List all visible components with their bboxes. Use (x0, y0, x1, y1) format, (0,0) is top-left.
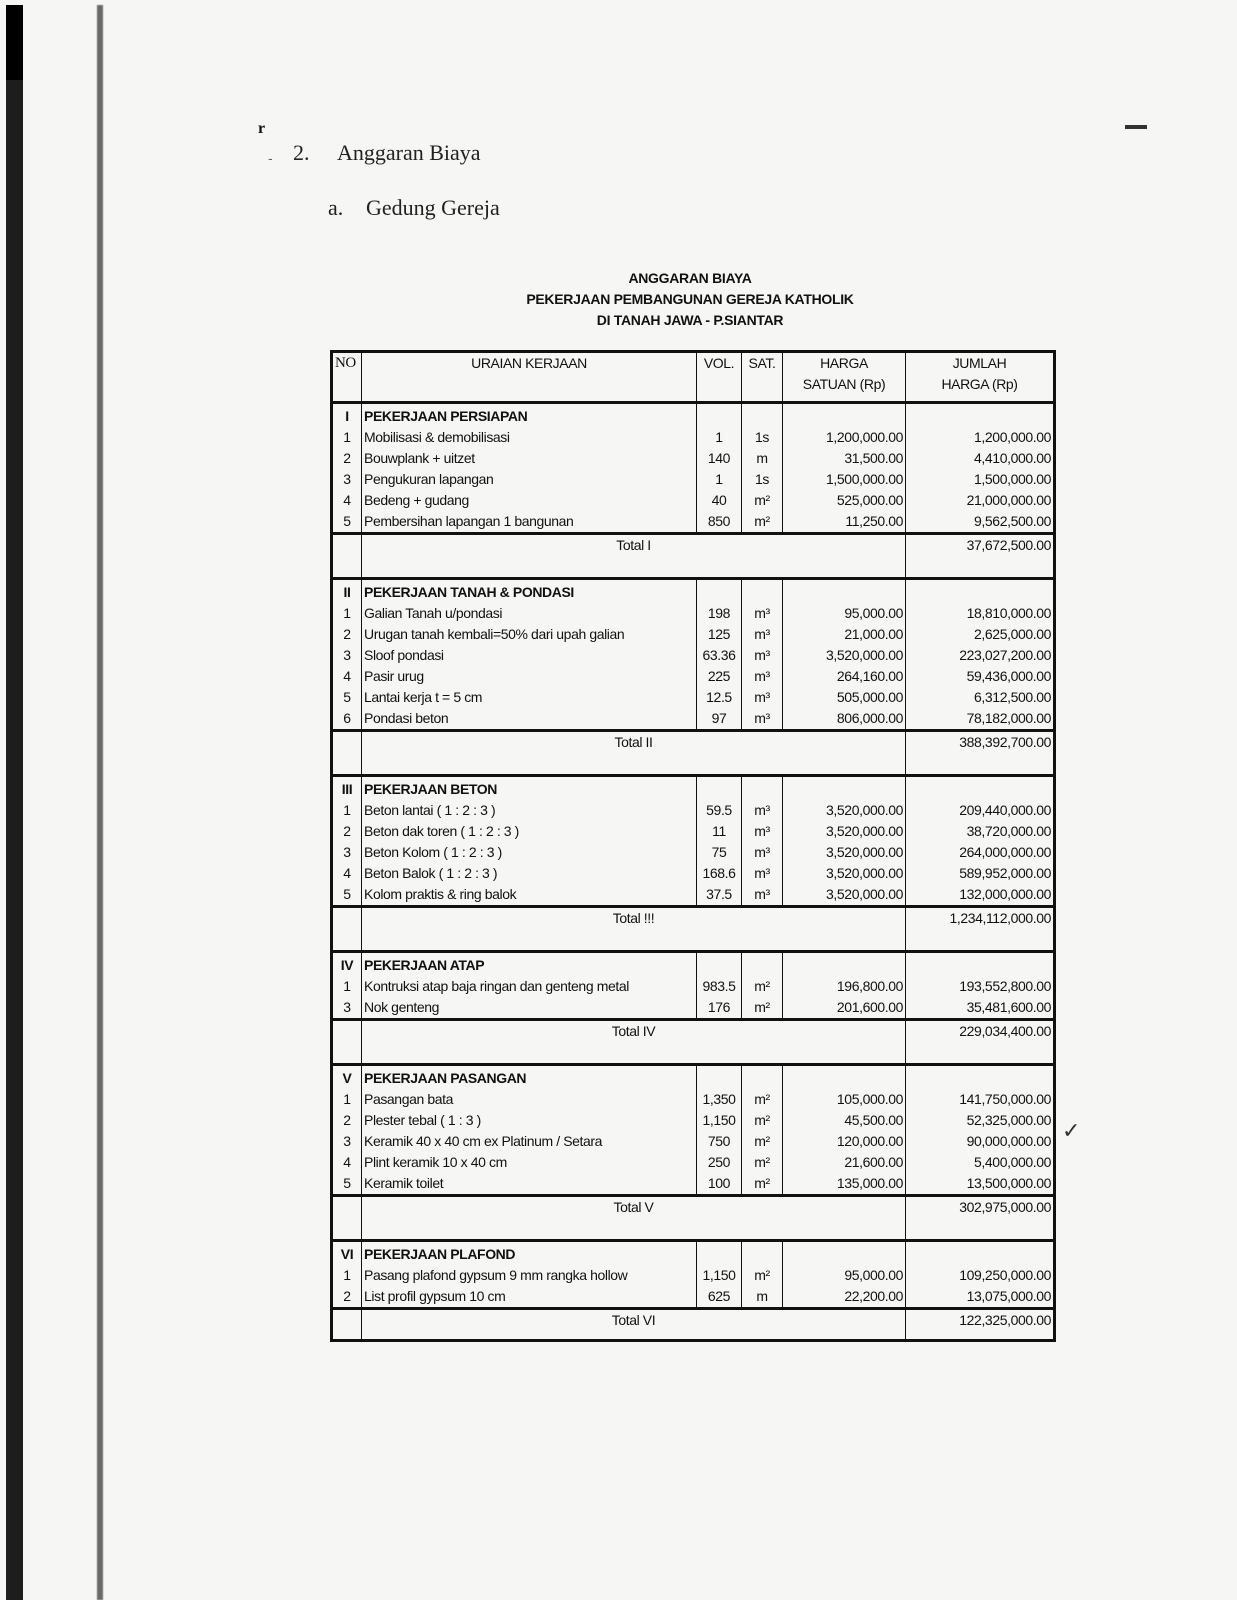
item-unit: m³ (742, 842, 783, 863)
item-volume: 97 (697, 708, 742, 731)
section-title: Anggaran Biaya (337, 140, 481, 165)
item-total-price: 209,440,000.00 (906, 800, 1055, 821)
item-unit: m³ (742, 708, 783, 731)
table-title-line: DI TANAH JAWA - P.SIANTAR (596, 312, 784, 328)
item-description: Pasang plafond gypsum 9 mm rangka hollow (362, 1265, 697, 1286)
empty-cell (332, 753, 362, 776)
item-unit: m² (742, 1265, 783, 1286)
empty-cell (332, 731, 362, 754)
item-number: 4 (343, 668, 351, 684)
section-title: PEKERJAAN PASANGAN (362, 1065, 697, 1090)
empty-cell (697, 1065, 742, 1090)
col-header-total-line1: JUMLAH (952, 355, 1007, 371)
empty-cell (332, 1020, 362, 1043)
item-number: 5 (343, 513, 351, 529)
item-number: 5 (343, 886, 351, 902)
item-unit-price: 11,250.00 (783, 511, 906, 534)
item-volume: 63.36 (697, 645, 742, 666)
item-total-price: 193,552,800.00 (906, 976, 1055, 997)
item-unit: 1s (742, 427, 783, 448)
table-row (332, 624, 1055, 645)
item-total-price: 13,500,000.00 (906, 1173, 1055, 1196)
section-total-value: 302,975,000.00 (906, 1196, 1055, 1219)
section-total-row (332, 1309, 1055, 1332)
empty-cell (906, 776, 1055, 801)
section-total-row (332, 1020, 1055, 1043)
item-unit: m² (742, 1152, 783, 1173)
item-number: 3 (343, 647, 351, 663)
table-row (332, 1173, 1055, 1196)
empty-cell (906, 1042, 1055, 1065)
empty-cell (362, 753, 906, 776)
table-row (332, 645, 1055, 666)
section-spacer-row (332, 753, 1055, 776)
item-volume: 1 (697, 427, 742, 448)
item-unit-price: 21,000.00 (783, 624, 906, 645)
scan-binder-edge (6, 5, 23, 1600)
item-unit-price: 21,600.00 (783, 1152, 906, 1173)
item-volume: 198 (697, 603, 742, 624)
item-unit-price: 3,520,000.00 (783, 884, 906, 907)
item-total-price: 90,000,000.00 (906, 1131, 1055, 1152)
section-title: PEKERJAAN PLAFOND (362, 1241, 697, 1266)
margin-dash-mark (1125, 125, 1147, 129)
item-unit: m² (742, 1173, 783, 1196)
item-unit: m³ (742, 624, 783, 645)
item-total-price: 21,000,000.00 (906, 490, 1055, 511)
item-description: Lantai kerja t = 5 cm (362, 687, 697, 708)
section-number: II (343, 584, 351, 600)
item-unit-price: 201,600.00 (783, 997, 906, 1020)
item-number: 1 (343, 605, 351, 621)
item-unit: m² (742, 511, 783, 534)
empty-cell (697, 579, 742, 604)
item-total-price: 52,325,000.00 (906, 1110, 1055, 1131)
section-spacer-row (332, 556, 1055, 579)
item-total-price: 1,500,000.00 (906, 469, 1055, 490)
empty-cell (783, 776, 906, 801)
item-unit: m² (742, 997, 783, 1020)
item-unit-price: 806,000.00 (783, 708, 906, 731)
subsection-letter: a. (328, 195, 344, 220)
item-unit: m³ (742, 603, 783, 624)
section-number: 2. (293, 140, 310, 165)
table-row (332, 842, 1055, 863)
table-title-line: PEKERJAAN PEMBANGUNAN GEREJA KATHOLIK (526, 291, 854, 307)
empty-cell (742, 1241, 783, 1266)
section-total-value: 37,672,500.00 (906, 534, 1055, 557)
item-number: 2 (343, 1112, 351, 1128)
section-header-row (332, 1065, 1055, 1090)
item-description: Galian Tanah u/pondasi (362, 603, 697, 624)
section-number: V (342, 1070, 352, 1086)
col-header-sat: SAT. (742, 352, 783, 403)
table-row (332, 1265, 1055, 1286)
section-header-row (332, 776, 1055, 801)
section-total-row (332, 1196, 1055, 1219)
item-unit: m (742, 448, 783, 469)
table-row (332, 976, 1055, 997)
col-header-price-line1: HARGA (820, 355, 868, 371)
item-number: 1 (343, 802, 351, 818)
empty-cell (783, 403, 906, 428)
item-unit-price: 95,000.00 (783, 603, 906, 624)
item-total-price: 1,200,000.00 (906, 427, 1055, 448)
empty-cell (742, 776, 783, 801)
item-number: 5 (343, 1175, 351, 1191)
table-title (480, 268, 900, 331)
item-number: 1 (343, 1091, 351, 1107)
item-unit-price: 45,500.00 (783, 1110, 906, 1131)
item-description: Pasir urug (362, 666, 697, 687)
table-row (332, 997, 1055, 1020)
item-total-price: 589,952,000.00 (906, 863, 1055, 884)
section-total-label: Total IV (362, 1020, 906, 1043)
item-unit-price: 3,520,000.00 (783, 842, 906, 863)
item-total-price: 78,182,000.00 (906, 708, 1055, 731)
empty-cell (332, 1309, 362, 1332)
empty-cell (783, 952, 906, 977)
empty-cell (742, 1065, 783, 1090)
item-unit: m³ (742, 687, 783, 708)
empty-cell (783, 1241, 906, 1266)
item-description: Mobilisasi & demobilisasi (362, 427, 697, 448)
empty-cell (906, 1241, 1055, 1266)
item-description: Kontruksi atap baja ringan dan genteng metal (362, 976, 697, 997)
item-unit-price: 95,000.00 (783, 1265, 906, 1286)
item-description: Bouwplank + uitzet (362, 448, 697, 469)
table-row (332, 1110, 1055, 1131)
item-unit: m³ (742, 821, 783, 842)
empty-cell (332, 1218, 362, 1241)
item-unit-price: 525,000.00 (783, 490, 906, 511)
item-unit-price: 505,000.00 (783, 687, 906, 708)
section-spacer-row (332, 1331, 1055, 1341)
item-number: 1 (343, 429, 351, 445)
margin-minus-mark: - (268, 150, 273, 166)
item-description: Plester tebal ( 1 : 3 ) (362, 1110, 697, 1131)
item-unit: m² (742, 1110, 783, 1131)
table-row (332, 1152, 1055, 1173)
item-unit: m² (742, 490, 783, 511)
item-volume: 1 (697, 469, 742, 490)
item-total-price: 35,481,600.00 (906, 997, 1055, 1020)
section-total-value: 122,325,000.00 (906, 1309, 1055, 1332)
empty-cell (783, 1065, 906, 1090)
section-total-row (332, 731, 1055, 754)
item-volume: 225 (697, 666, 742, 687)
item-volume: 75 (697, 842, 742, 863)
item-number: 3 (343, 1133, 351, 1149)
check-mark-icon: ✓ (1062, 1118, 1081, 1143)
item-unit-price: 120,000.00 (783, 1131, 906, 1152)
item-total-price: 6,312,500.00 (906, 687, 1055, 708)
table-row (332, 708, 1055, 731)
empty-cell (362, 1331, 906, 1341)
item-volume: 625 (697, 1286, 742, 1309)
empty-cell (906, 929, 1055, 952)
item-total-price: 264,000,000.00 (906, 842, 1055, 863)
item-unit-price: 3,520,000.00 (783, 821, 906, 842)
section-header-row (332, 403, 1055, 428)
section-number: IV (340, 957, 354, 973)
item-description: Beton Kolom ( 1 : 2 : 3 ) (362, 842, 697, 863)
item-description: List profil gypsum 10 cm (362, 1286, 697, 1309)
table-row (332, 863, 1055, 884)
item-unit-price: 135,000.00 (783, 1173, 906, 1196)
section-total-row (332, 907, 1055, 930)
item-number: 2 (343, 1288, 351, 1304)
item-number: 3 (343, 471, 351, 487)
col-header-price-line2: SATUAN (Rp) (802, 376, 886, 392)
item-number: 6 (343, 710, 351, 726)
item-unit: m³ (742, 884, 783, 907)
empty-cell (332, 1331, 362, 1341)
item-number: 1 (343, 978, 351, 994)
item-unit-price: 3,520,000.00 (783, 800, 906, 821)
section-total-label: Total I (362, 534, 906, 557)
section-total-label: Total VI (362, 1309, 906, 1332)
section-title: PEKERJAAN TANAH & PONDASI (362, 579, 697, 604)
empty-cell (906, 1065, 1055, 1090)
item-unit-price: 1,500,000.00 (783, 469, 906, 490)
empty-cell (332, 907, 362, 930)
item-unit-price: 264,160.00 (783, 666, 906, 687)
item-number: 3 (343, 844, 351, 860)
table-row (332, 687, 1055, 708)
item-unit-price: 1,200,000.00 (783, 427, 906, 448)
col-header-no: NO (332, 352, 362, 403)
section-total-value: 1,234,112,000.00 (906, 907, 1055, 930)
empty-cell (697, 1241, 742, 1266)
item-volume: 140 (697, 448, 742, 469)
item-unit: m² (742, 976, 783, 997)
margin-r-mark: r (258, 120, 266, 137)
item-total-price: 4,410,000.00 (906, 448, 1055, 469)
item-volume: 168.6 (697, 863, 742, 884)
empty-cell (906, 579, 1055, 604)
empty-cell (332, 556, 362, 579)
section-spacer-row (332, 1042, 1055, 1065)
section-total-label: Total II (362, 731, 906, 754)
item-total-price: 5,400,000.00 (906, 1152, 1055, 1173)
item-unit: m³ (742, 863, 783, 884)
item-number: 4 (343, 865, 351, 881)
item-number: 3 (343, 999, 351, 1015)
item-volume: 37.5 (697, 884, 742, 907)
empty-cell (906, 753, 1055, 776)
item-total-price: 2,625,000.00 (906, 624, 1055, 645)
item-unit-price: 3,520,000.00 (783, 863, 906, 884)
item-description: Plint keramik 10 x 40 cm (362, 1152, 697, 1173)
item-unit: m³ (742, 800, 783, 821)
empty-cell (332, 1042, 362, 1065)
item-volume: 125 (697, 624, 742, 645)
item-description: Urugan tanah kembali=50% dari upah galian (362, 624, 697, 645)
section-header-row (332, 1241, 1055, 1266)
col-header-total (906, 352, 1055, 403)
subsection-title: Gedung Gereja (366, 195, 500, 220)
table-row (332, 448, 1055, 469)
item-number: 5 (343, 689, 351, 705)
item-volume: 1,350 (697, 1089, 742, 1110)
empty-cell (906, 403, 1055, 428)
table-row (332, 603, 1055, 624)
empty-cell (906, 1218, 1055, 1241)
empty-cell (697, 403, 742, 428)
section-title: PEKERJAAN PERSIAPAN (362, 403, 697, 428)
empty-cell (697, 952, 742, 977)
item-total-price: 13,075,000.00 (906, 1286, 1055, 1309)
table-row (332, 1286, 1055, 1309)
section-total-value: 229,034,400.00 (906, 1020, 1055, 1043)
item-unit: m² (742, 1131, 783, 1152)
empty-cell (362, 556, 906, 579)
subsection-heading (328, 195, 500, 221)
item-unit-price: 3,520,000.00 (783, 645, 906, 666)
scan-fold-line (97, 5, 103, 1600)
section-header-row (332, 579, 1055, 604)
empty-cell (742, 403, 783, 428)
item-number: 4 (343, 1154, 351, 1170)
item-unit-price: 196,800.00 (783, 976, 906, 997)
table-title-line: ANGGARAN BIAYA (628, 270, 752, 286)
item-unit-price: 22,200.00 (783, 1286, 906, 1309)
item-unit-price: 105,000.00 (783, 1089, 906, 1110)
item-volume: 850 (697, 511, 742, 534)
item-description: Bedeng + gudang (362, 490, 697, 511)
item-unit: m³ (742, 645, 783, 666)
table-header-row (332, 352, 1055, 403)
empty-cell (332, 534, 362, 557)
section-title: PEKERJAAN ATAP (362, 952, 697, 977)
item-volume: 40 (697, 490, 742, 511)
col-header-total-line2: HARGA (Rp) (941, 376, 1018, 392)
col-header-vol: VOL. (697, 352, 742, 403)
item-volume: 11 (697, 821, 742, 842)
item-number: 2 (343, 626, 351, 642)
item-unit-price: 31,500.00 (783, 448, 906, 469)
item-number: 2 (343, 450, 351, 466)
item-total-price: 109,250,000.00 (906, 1265, 1055, 1286)
empty-cell (362, 1042, 906, 1065)
item-description: Keramik toilet (362, 1173, 697, 1196)
item-total-price: 132,000,000.00 (906, 884, 1055, 907)
col-header-desc: URAIAN KERJAAN (362, 352, 697, 403)
table-row (332, 666, 1055, 687)
item-volume: 100 (697, 1173, 742, 1196)
table-row (332, 511, 1055, 534)
table-row (332, 821, 1055, 842)
section-number: VI (340, 1246, 354, 1262)
table-row (332, 490, 1055, 511)
item-volume: 12.5 (697, 687, 742, 708)
empty-cell (332, 929, 362, 952)
section-total-label: Total V (362, 1196, 906, 1219)
item-unit: m (742, 1286, 783, 1309)
empty-cell (783, 579, 906, 604)
empty-cell (362, 929, 906, 952)
table-row (332, 884, 1055, 907)
item-description: Kolom praktis & ring balok (362, 884, 697, 907)
empty-cell (906, 556, 1055, 579)
section-header-row (332, 952, 1055, 977)
item-volume: 176 (697, 997, 742, 1020)
item-unit: m² (742, 1089, 783, 1110)
table-row (332, 800, 1055, 821)
budget-table (330, 350, 1056, 1342)
section-number: III (341, 781, 353, 797)
table-row (332, 1131, 1055, 1152)
item-description: Sloof pondasi (362, 645, 697, 666)
item-description: Beton Balok ( 1 : 2 : 3 ) (362, 863, 697, 884)
section-title: PEKERJAAN BETON (362, 776, 697, 801)
item-volume: 1,150 (697, 1110, 742, 1131)
section-total-row (332, 534, 1055, 557)
item-volume: 250 (697, 1152, 742, 1173)
item-description: Pasangan bata (362, 1089, 697, 1110)
empty-cell (362, 1218, 906, 1241)
item-unit: 1s (742, 469, 783, 490)
section-number: I (345, 408, 349, 424)
table-row (332, 469, 1055, 490)
item-volume: 59.5 (697, 800, 742, 821)
item-description: Pembersihan lapangan 1 bangunan (362, 511, 697, 534)
item-volume: 1,150 (697, 1265, 742, 1286)
section-total-value: 388,392,700.00 (906, 731, 1055, 754)
item-volume: 983.5 (697, 976, 742, 997)
item-unit: m³ (742, 666, 783, 687)
budget-table-body (332, 403, 1055, 1341)
item-total-price: 223,027,200.00 (906, 645, 1055, 666)
empty-cell (332, 1196, 362, 1219)
item-number: 2 (343, 823, 351, 839)
empty-cell (697, 776, 742, 801)
item-description: Beton dak toren ( 1 : 2 : 3 ) (362, 821, 697, 842)
item-description: Nok genteng (362, 997, 697, 1020)
item-description: Beton lantai ( 1 : 2 : 3 ) (362, 800, 697, 821)
item-total-price: 38,720,000.00 (906, 821, 1055, 842)
empty-cell (742, 579, 783, 604)
table-row (332, 427, 1055, 448)
item-total-price: 18,810,000.00 (906, 603, 1055, 624)
item-number: 4 (343, 492, 351, 508)
item-description: Pondasi beton (362, 708, 697, 731)
item-description: Pengukuran lapangan (362, 469, 697, 490)
item-number: 1 (343, 1267, 351, 1283)
table-row (332, 1089, 1055, 1110)
item-description: Keramik 40 x 40 cm ex Platinum / Setara (362, 1131, 697, 1152)
empty-cell (742, 952, 783, 977)
section-spacer-row (332, 929, 1055, 952)
item-total-price: 141,750,000.00 (906, 1089, 1055, 1110)
col-header-price (783, 352, 906, 403)
item-volume: 750 (697, 1131, 742, 1152)
section-spacer-row (332, 1218, 1055, 1241)
empty-cell (906, 1331, 1055, 1341)
item-total-price: 9,562,500.00 (906, 511, 1055, 534)
section-heading (293, 140, 481, 166)
item-total-price: 59,436,000.00 (906, 666, 1055, 687)
empty-cell (906, 952, 1055, 977)
section-total-label: Total !!! (362, 907, 906, 930)
